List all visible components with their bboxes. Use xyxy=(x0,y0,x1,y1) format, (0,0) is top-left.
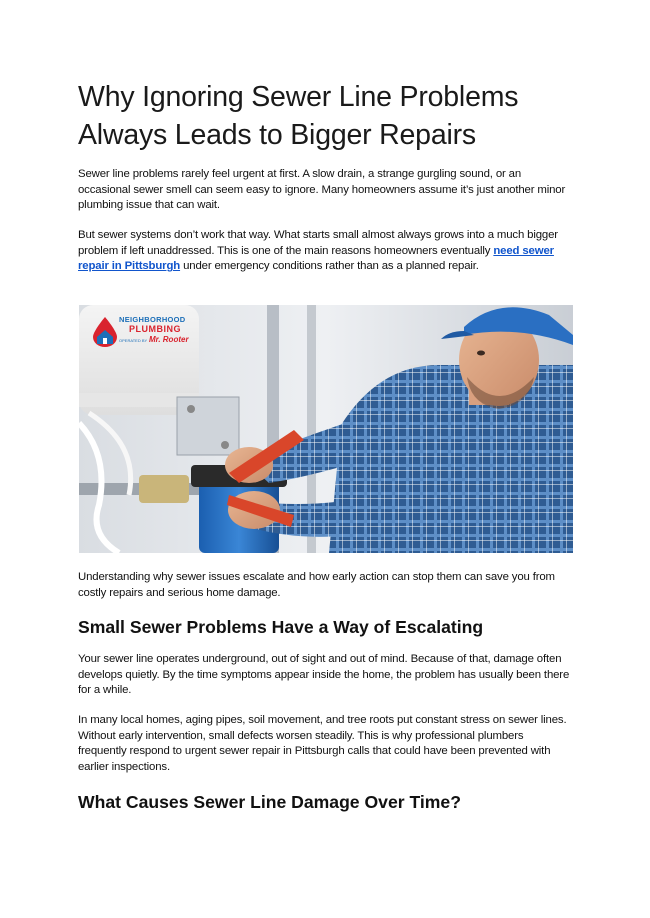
paragraph-4: Your sewer line operates underground, out of sight and out of mind. Because of that, damage often develops quietly. By the time symptoms appear inside the home, the problem has usually been there for a while. xyxy=(78,653,570,697)
paragraph-5: In many local homes, aging pipes, soil movement, and tree roots put constant stress on sewer lines. Without early intervention, small defects worsen steadily. This is why professional plumbers frequently respond to urgent sewer repair in Pittsburgh calls that could have been prevented with earlier inspections. xyxy=(78,714,567,773)
title-line-1: Why Ignoring Sewer Line Problems xyxy=(78,81,519,113)
paragraph-2-text-a: But sewer systems don’t work that way. What starts small almost always grows into a much bigger problem if left unaddressed. This is one of the main reasons homeowners eventually xyxy=(78,229,558,257)
intro-paragraph: Sewer line problems rarely feel urgent at first. A slow drain, a strange gurgling sound, or an occasional sewer smell can seem easy to ignore. Many homeowners assume it’s just another minor plumbing issue that can wait. xyxy=(78,168,566,212)
section-heading-1: Small Sewer Problems Have a Way of Escalating xyxy=(78,617,484,637)
plumber-photo xyxy=(79,305,573,553)
title-line-2: Always Leads to Bigger Repairs xyxy=(78,119,476,151)
company-logo xyxy=(93,313,213,353)
water-drop-icon xyxy=(93,317,117,347)
section-heading-2: What Causes Sewer Line Damage Over Time? xyxy=(78,792,461,812)
paragraph-3: Understanding why sewer issues escalate and how early action can stop them can save you from costly repairs and serious home damage. xyxy=(78,571,555,599)
paragraph-2-text-b: under emergency conditions rather than as a planned repair. xyxy=(180,260,479,273)
sewer-repair-link[interactable]: need sewer repair in Pittsburgh xyxy=(78,244,554,273)
paragraph-2 xyxy=(78,228,568,275)
article-title xyxy=(78,78,578,154)
logo-line-3: Mr. Rooter xyxy=(149,335,189,344)
logo-line-2: PLUMBING xyxy=(129,324,181,334)
logo-line-1: NEIGHBORHOOD xyxy=(119,315,186,324)
logo-line-4: OPERATED BY xyxy=(119,338,148,343)
